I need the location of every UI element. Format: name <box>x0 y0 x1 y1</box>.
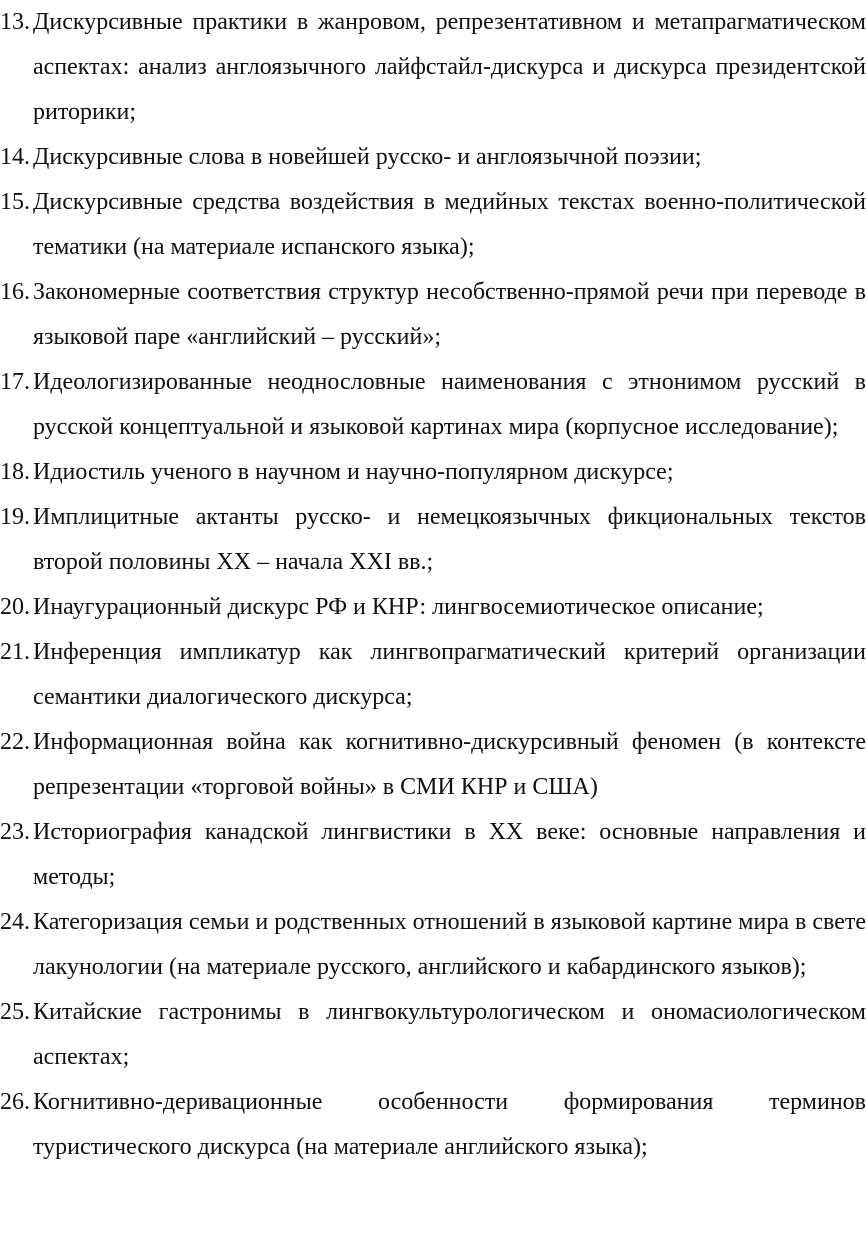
list-item-text: Китайские гастронимы в лингвокультурологическом и ономасиологическом аспектах; <box>33 999 866 1070</box>
list-item <box>0 180 866 270</box>
list-item-text: Когнитивно-деривационные особенности формирования терминов туристического дискурса (на материале английского языка); <box>33 1089 866 1160</box>
list-item-text: Категоризация семьи и родственных отношений в языковой картине мира в свете лакунологии (на материале русского, английского и кабардинского языков); <box>33 909 866 980</box>
list-item-number: 23. <box>0 819 30 845</box>
list-item-text: Информационная война как когнитивно-дискурсивный феномен (в контексте репрезентации «торговой войны» в СМИ КНР и США) <box>33 729 866 800</box>
list-item-text: Дискурсивные средства воздействия в медийных текстах военно-политической тематики (на материале испанского языка); <box>33 189 866 260</box>
list-item-number: 14. <box>0 144 30 170</box>
list-item-number: 24. <box>0 909 30 935</box>
list-item <box>0 585 866 630</box>
list-item-number: 13. <box>0 9 30 35</box>
list-item-number: 17. <box>0 369 30 395</box>
list-item <box>0 1080 866 1170</box>
list-item <box>0 990 866 1080</box>
list-item-text: Дискурсивные практики в жанровом, репрезентативном и метапрагматическом аспектах: анализ англоязычного лайфстайл-дискурса и дискурса президентской риторики; <box>33 9 866 125</box>
list-item <box>0 0 866 135</box>
list-item <box>0 270 866 360</box>
list-item <box>0 810 866 900</box>
list-item-number: 18. <box>0 459 30 485</box>
list-item <box>0 135 866 180</box>
list-item-number: 25. <box>0 999 30 1025</box>
list-item-number: 20. <box>0 594 30 620</box>
list-item-number: 21. <box>0 639 30 665</box>
list-item-text: Дискурсивные слова в новейшей русско- и англоязычной поэзии; <box>33 144 702 170</box>
list-item-text: Идиостиль ученого в научном и научно-популярном дискурсе; <box>33 459 674 485</box>
list-item <box>0 900 866 990</box>
list-item <box>0 450 866 495</box>
list-item-text: Идеологизированные неоднословные наименования с этнонимом русский в русской концептуальной и языковой картинах мира (корпусное исследование); <box>33 369 866 440</box>
list-item-number: 22. <box>0 729 30 755</box>
list-item-number: 15. <box>0 189 30 215</box>
list-item-text: Инаугурационный дискурс РФ и КНР: лингвосемиотическое описание; <box>33 594 764 620</box>
list-item-text: Имплицитные актанты русско- и немецкоязычных фикциональных текстов второй половины XX – начала XXI вв.; <box>33 504 866 575</box>
list-item <box>0 630 866 720</box>
list-item <box>0 495 866 585</box>
list-item-text: Историография канадской лингвистики в XX веке: основные направления и методы; <box>33 819 866 890</box>
list-item-text: Закономерные соответствия структур несобственно-прямой речи при переводе в языковой паре «английский – русский»; <box>33 279 866 350</box>
list-item <box>0 720 866 810</box>
list-item-text: Инференция импликатур как лингвопрагматический критерий организации семантики диалогического дискурса; <box>33 639 866 710</box>
list-item-number: 26. <box>0 1089 30 1115</box>
list-item-number: 19. <box>0 504 30 530</box>
list-item-number: 16. <box>0 279 30 305</box>
list-item <box>0 360 866 450</box>
